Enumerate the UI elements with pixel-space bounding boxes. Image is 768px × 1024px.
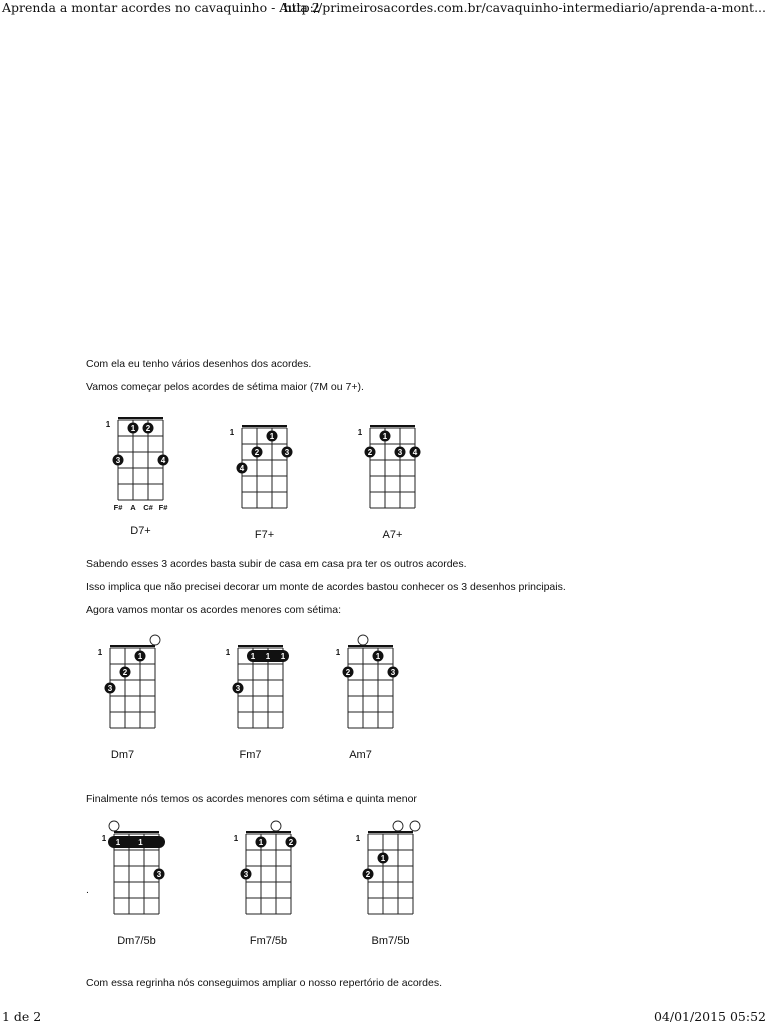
finger-number-label: 3 (115, 456, 121, 465)
fret-position-label: 1 (357, 428, 363, 437)
fret-position-label: 1 (105, 420, 111, 429)
finger-number-label: 2 (365, 870, 371, 879)
chord-name-label: Fm7/5b (249, 935, 288, 947)
finger-number-label: 4 (412, 448, 418, 457)
open-string-icon (150, 635, 160, 645)
paragraph-5: Agora vamos montar os acordes menores com sétima: (86, 604, 342, 616)
fret-position-label: 1 (355, 834, 361, 843)
chord-name-label: A7+ (382, 529, 403, 541)
finger-number-label: 1 (137, 652, 143, 661)
chord-diagram-dm7-5b (96, 822, 186, 972)
finger-number-label: 1 (380, 854, 386, 863)
chord-diagram-fm7-5b (228, 822, 318, 972)
chord-name-label: Fm7 (239, 749, 262, 761)
open-string-icon (410, 821, 420, 831)
note-name-label: A (130, 503, 136, 512)
fret-position-label: 1 (225, 648, 231, 657)
chord-diagram-d7-major (100, 408, 190, 548)
paragraph-1: Com ela eu tenho vários desenhos dos acordes. (86, 358, 312, 370)
chord-diagram-dm7 (92, 636, 182, 786)
paragraph-7: Com essa regrinha nós conseguimos ampliar o nosso repertório de acordes. (86, 977, 443, 989)
paragraph-3: Sabendo esses 3 acordes basta subir de casa em casa pra ter os outros acordes. (86, 558, 467, 570)
chord-diagram-fm7 (220, 636, 310, 786)
page-footer (0, 1009, 768, 1024)
fret-position-label: 1 (101, 834, 107, 843)
barre-finger-label: 1 (250, 652, 256, 661)
source-url[interactable]: http://primeirosacordes.com.br/cavaquinho-intermediario/aprenda-a-mont... (283, 0, 766, 15)
stray-dot: . (86, 884, 89, 896)
finger-number-label: 2 (254, 448, 260, 457)
chord-name-label: D7+ (130, 525, 151, 537)
note-name-label: C# (143, 503, 153, 512)
note-name-label: F# (158, 503, 168, 512)
chord-name-label: F7+ (254, 529, 275, 541)
barre-finger-label: 1 (280, 652, 286, 661)
finger-number-label: 4 (239, 464, 245, 473)
finger-number-label: 2 (345, 668, 351, 677)
paragraph-6: Finalmente nós temos os acordes menores com sétima e quinta menor (86, 793, 417, 805)
barre-finger-label: 1 (115, 838, 121, 847)
chord-diagram-a7-major (352, 416, 442, 546)
finger-number-label: 2 (367, 448, 373, 457)
chord-diagram-am7 (330, 636, 420, 786)
note-name-label: F# (113, 503, 123, 512)
finger-number-label: 3 (235, 684, 241, 693)
finger-number-label: 4 (160, 456, 166, 465)
chord-diagram-bm7-5b (350, 822, 440, 972)
finger-number-label: 1 (269, 432, 275, 441)
finger-number-label: 3 (107, 684, 113, 693)
paragraph-2: Vamos começar pelos acordes de sétima maior (7M ou 7+). (86, 381, 364, 393)
page-number: 1 de 2 (2, 1009, 42, 1024)
finger-number-label: 2 (288, 838, 294, 847)
finger-number-label: 3 (243, 870, 249, 879)
finger-number-label: 1 (382, 432, 388, 441)
page-header (0, 0, 768, 16)
open-string-icon (271, 821, 281, 831)
finger-number-label: 3 (156, 870, 162, 879)
chord-diagram-f7-major (224, 416, 314, 546)
finger-number-label: 2 (145, 424, 151, 433)
finger-number-label: 3 (390, 668, 396, 677)
open-string-icon (393, 821, 403, 831)
finger-number-label: 1 (375, 652, 381, 661)
open-string-icon (358, 635, 368, 645)
print-datetime: 04/01/2015 05:52 (653, 1009, 766, 1024)
fret-position-label: 1 (233, 834, 239, 843)
finger-number-label: 3 (397, 448, 403, 457)
finger-number-label: 1 (130, 424, 136, 433)
finger-number-label: 3 (284, 448, 290, 457)
open-string-icon (109, 821, 119, 831)
chord-name-label: Am7 (349, 749, 372, 761)
fret-position-label: 1 (229, 428, 235, 437)
chord-name-label: Dm7/5b (117, 935, 156, 947)
barre-finger-label: 1 (265, 652, 271, 661)
chord-name-label: Bm7/5b (371, 935, 410, 947)
document-title: Aprenda a montar acordes no cavaquinho - Aula 2 (2, 0, 320, 15)
finger-number-label: 2 (122, 668, 128, 677)
chord-name-label: Dm7 (110, 749, 135, 761)
fret-position-label: 1 (335, 648, 341, 657)
barre-finger-label: 1 (138, 838, 143, 847)
fret-position-label: 1 (97, 648, 103, 657)
paragraph-4: Isso implica que não precisei decorar um monte de acordes bastou conhecer os 3 desenhos principais. (86, 581, 566, 593)
finger-number-label: 1 (258, 838, 264, 847)
